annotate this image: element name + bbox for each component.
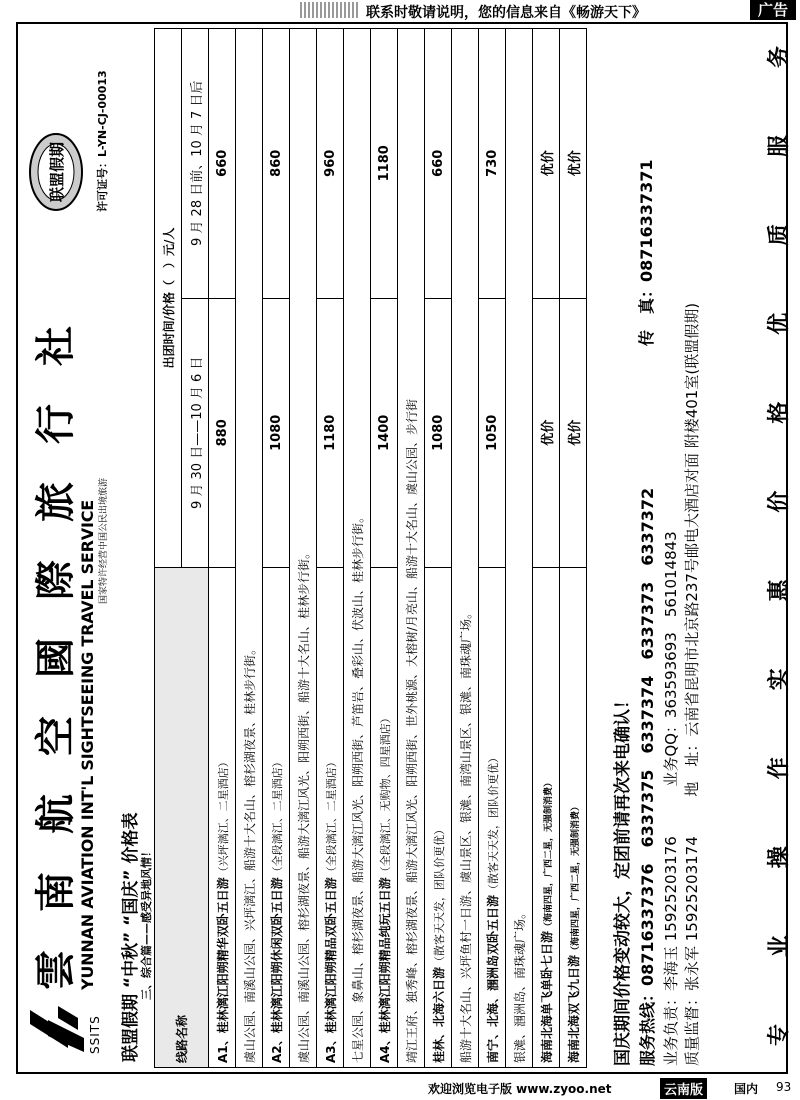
page-title: 联盟假期 “中秋” “国庆” 价格表 (121, 812, 141, 1062)
table-row (263, 29, 290, 1068)
route-name: 海南北海单飞单卧七日游（海南四星，广西二星，无强制消费） (533, 568, 560, 1068)
office-address: 地 址：云南省昆明市北京路237号邮电大酒店对面 附楼401室(联盟假期) (683, 302, 701, 797)
table-row (479, 29, 506, 1068)
slogan-char: 价 (767, 490, 792, 513)
table-row (398, 29, 425, 1068)
route-desc: 虞山公园、南溪山公园、榕杉湖夜景、船游大漓江风光、阳朔西街、船游十大名山、桂林步行街。 (290, 29, 317, 1068)
agency-chinese-name: 雲南航空國際旅行社 (32, 288, 79, 990)
col-time-header: 出团时间/价格（ ）元/人 (155, 29, 182, 568)
slogan-char: 作 (767, 757, 792, 780)
ad-label: 广告 (750, 0, 796, 20)
route-desc: 银滩、涠洲岛、南珠魂广场。 (506, 29, 533, 1068)
quality-supervisor: 质量监督：张永军 15925203174 (683, 836, 701, 1066)
table-row (560, 29, 587, 1068)
slogan-char: 专 (767, 1023, 792, 1046)
logo-text: SSITS (88, 1015, 102, 1054)
table-row (290, 29, 317, 1068)
table-row (209, 29, 236, 1068)
table-row (425, 29, 452, 1068)
route-price-1: 1180 (317, 298, 344, 568)
route-price-2: 660 (425, 29, 452, 299)
route-desc: 虞山公园、南溪山公园、兴坪漓江、船游十大名山、榕杉湖夜景、桂林步行街。 (236, 29, 263, 1068)
route-price-2: 1180 (371, 29, 398, 299)
col-route-header: 线路名称 (155, 568, 209, 1068)
route-price-1: 优价 (533, 298, 560, 568)
slogan-char: 业 (767, 935, 792, 958)
slogan-char: 优 (767, 312, 792, 335)
route-desc: 靖江王府、独秀峰、榕杉湖夜景、船游大漓江风光、阳朔西街、世外桃源、大榕树/月亮山、船游十大名山、虞山公园、步行街 (398, 29, 425, 1068)
route-desc: 船游十大名山、兴坪鱼村一日游、虞山景区、银滩、南湾山景区、银滩、南珠魂广场。 (452, 29, 479, 1068)
fax-number: 传 真：08716337371 (637, 159, 656, 346)
page-number: 93 (776, 1080, 792, 1094)
table-row (236, 29, 263, 1068)
table-row (344, 29, 371, 1068)
route-name: A1、桂林漓江阳朔精华双卧五日游（兴坪漓江、二星酒店） (209, 568, 236, 1068)
top-banner (0, 0, 800, 22)
route-price-1: 1400 (371, 298, 398, 568)
table-row (371, 29, 398, 1068)
date-range-1: 9 月 30 日——10 月 6 日 (182, 298, 209, 568)
badge-text: 联盟假期 (48, 141, 66, 203)
bottom-banner (0, 1076, 800, 1100)
contact-footer (608, 26, 702, 1066)
contact-row-2 (681, 26, 702, 1066)
route-price-2: 优价 (560, 29, 587, 299)
alliance-badge-icon (24, 132, 84, 212)
route-price-1: 优价 (560, 298, 587, 568)
contact-row-1 (660, 26, 681, 1066)
route-price-2: 660 (209, 29, 236, 299)
source-slogan: 联系时敬请说明，您的信息来自《畅游天下》 (366, 5, 646, 21)
section-subtitle: 三、综合篇——感受异地风情！ (140, 846, 153, 1000)
slogan-char: 服 (767, 134, 792, 157)
route-price-1: 880 (209, 298, 236, 568)
slogan-char: 惠 (767, 579, 792, 602)
table-row (533, 29, 560, 1068)
route-name: 海南北海双飞九日游（海南四星，广西二星，无强制消费） (560, 568, 587, 1068)
route-price-1: 1080 (263, 298, 290, 568)
route-name: 桂林、北海六日游（散客天天发，团队价更优） (425, 568, 452, 1068)
slogan-char: 质 (767, 223, 792, 246)
slogan-char: 实 (767, 668, 792, 691)
agency-header (18, 24, 114, 1072)
agency-english-name: YUNNAN AVIATION INT'L SIGHTSEEING TRAVEL SERVICE (78, 500, 97, 990)
slogan-char: 格 (767, 401, 792, 424)
license-note: 国家特许经营中国公民出境旅游 (99, 477, 109, 604)
route-price-2: 730 (479, 29, 506, 299)
table-row (317, 29, 344, 1068)
advertisement-page (16, 22, 792, 1074)
route-desc: 七星公园、象鼻山、榕杉湖夜景、船游大漓江风光、阳朔西街、芦笛岩、叠彩山、伏波山、桂林步行街。 (344, 29, 371, 1068)
business-manager: 业务负责：李海玉 15925203176 (662, 836, 680, 1066)
route-name: A2、桂林漓江阳朔休闲双卧五日游（全段漓江、二星酒店） (263, 568, 290, 1068)
route-price-2: 优价 (533, 29, 560, 299)
table-row (452, 29, 479, 1068)
license-number: 许可证号：L-YN-CJ-00013 (96, 70, 109, 212)
date-range-2: 9 月 28 日前、10 月 7 日后 (182, 29, 209, 299)
section-label: 国内 (734, 1082, 759, 1096)
business-qq: 业务QQ：363593693 561014843 (662, 531, 680, 787)
route-name: A3、桂林漓江阳朔精品双卧五日游（全段漓江、二星酒店） (317, 568, 344, 1068)
route-price-2: 960 (317, 29, 344, 299)
route-name: A4、桂林漓江阳朔精品纯玩五日游（全段漓江、无购物、四星酒店） (371, 568, 398, 1068)
dotted-pattern (300, 2, 360, 18)
service-hotline: 服务热线：08716337376 6337375 6337374 6337373 6337372 (638, 487, 657, 1066)
website-link[interactable]: 欢迎浏览电子版 www.zyoo.net (428, 1082, 612, 1096)
route-price-1: 1080 (425, 298, 452, 568)
region-badge: 云南版 (660, 1078, 707, 1099)
slogan-char: 操 (767, 846, 792, 869)
table-row (506, 29, 533, 1068)
service-slogan (762, 26, 793, 1066)
slogan-char: 务 (767, 46, 792, 69)
table-header-row (155, 29, 182, 1068)
ssits-logo-icon (28, 1004, 86, 1054)
price-table (154, 28, 587, 1068)
price-notice: 国庆期间价格变动较大，定团前请再次来电确认！ (613, 692, 633, 1066)
route-name: 南宁、北海、涠洲岛双卧五日游（散客天天发，团队价更优） (479, 568, 506, 1068)
route-price-2: 860 (263, 29, 290, 299)
route-price-1: 1050 (479, 298, 506, 568)
